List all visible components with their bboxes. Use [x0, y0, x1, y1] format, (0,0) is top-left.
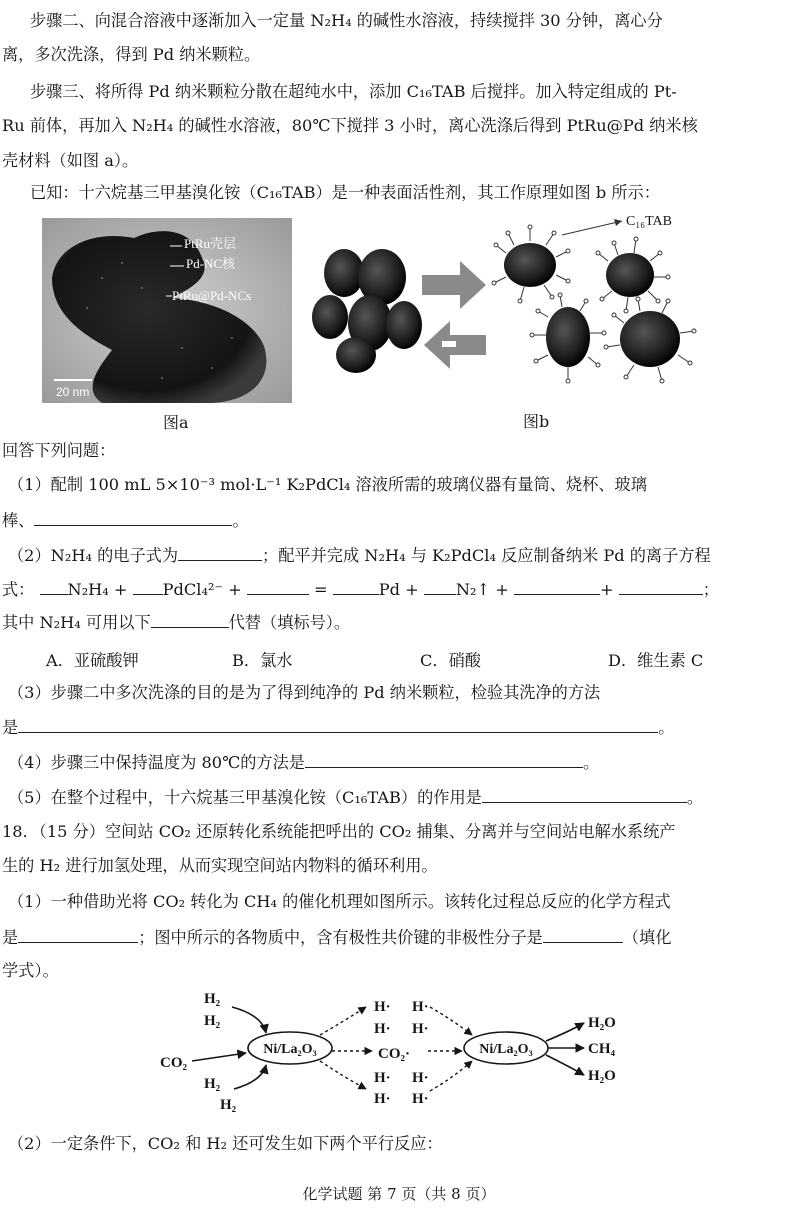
q18-1-molecule-blank[interactable]: [543, 926, 623, 943]
mech-h-radical-bl: H·: [374, 1070, 391, 1086]
q1-line1: （1）配制 100 mL 5×10⁻³ mol·L⁻¹ K₂PdCl₄ 溶液所需的玻璃仪器有量筒、烧杯、玻璃: [8, 475, 647, 494]
q3-answer-blank[interactable]: [18, 716, 658, 733]
mech-h2-top-2: H₂: [204, 1013, 221, 1029]
mech-h2-bot-2: H₂: [220, 1097, 237, 1113]
step3-line1: 步骤三、将所得 Pd 纳米颗粒分散在超纯水中，添加 C₁₆TAB 后搅拌。加入特定组成的 Pt-: [30, 82, 677, 101]
aggregated-particles: [312, 249, 422, 373]
page-footer: 化学试题 第 7 页（共 8 页）: [302, 1185, 496, 1203]
step3-line3: 壳材料（如图 a）。: [2, 151, 139, 170]
q2-coef-n2h4-blank[interactable]: [40, 578, 68, 595]
figure-a-tem-image: [42, 218, 292, 403]
q2-eq-pd: Pd +: [378, 580, 419, 599]
q18-1-equation-blank[interactable]: [18, 926, 138, 943]
mech-co2-radical: CO₂·: [378, 1046, 410, 1062]
mech-h-radical-br: H·: [412, 1070, 429, 1086]
q2-eq-pdcl: PdCl₄²⁻ +: [162, 580, 242, 599]
step2-line2: 离，多次洗涤，得到 Pd 纳米颗粒。: [2, 45, 261, 64]
catalyst-left-label: Ni/La₂O₃: [263, 1042, 317, 1057]
mech-out-h2o-1: H₂O: [588, 1015, 616, 1031]
mech-h-radical-br2: H·: [412, 1091, 429, 1107]
q5-answer-blank[interactable]: [482, 786, 687, 803]
q2-coef-pd-blank[interactable]: [333, 578, 379, 595]
mech-h-radical-tl2: H·: [374, 1021, 391, 1037]
figure-a-scale-bar: 20 nm: [56, 385, 90, 399]
option-b[interactable]: B．氯水: [232, 651, 293, 670]
q2-eq-n2: N₂↑ +: [455, 580, 509, 599]
q1-line2-text: 棒、: [2, 511, 35, 530]
step2-line1: 步骤二、向混合溶液中逐渐加入一定量 N₂H₄ 的碱性水溶液，持续搅拌 30 分钟，离心分: [30, 11, 663, 30]
questions-intro: 回答下列问题：: [2, 441, 116, 460]
q18-1-line2-text-a: 是: [2, 928, 19, 947]
mech-h-radical-tr2: H·: [412, 1021, 429, 1037]
mechanism-diagram: [150, 985, 650, 1115]
q4-answer-blank[interactable]: [305, 751, 583, 768]
dispersed-particles: [492, 225, 696, 383]
figure-b-diagram: [300, 205, 720, 405]
q18-1-line2: [2, 926, 671, 949]
arrow-right-icon: [422, 261, 486, 309]
figure-b-caption: 图b: [523, 412, 550, 431]
mech-h2-bot-1: H₂: [204, 1076, 221, 1092]
q2-coef-n2-blank[interactable]: [424, 578, 456, 595]
q2-line3-text-b: 代替（填标号）。: [228, 613, 351, 632]
q18-2-line: （2）一定条件下，CO₂ 和 H₂ 还可发生如下两个平行反应：: [8, 1134, 443, 1153]
q2-line1: [8, 544, 711, 567]
q3-line2: 是 。: [2, 718, 675, 737]
q2-product2-blank[interactable]: [619, 578, 703, 595]
q2-line3: [2, 611, 350, 634]
figure-a-caption: 图a: [163, 413, 189, 432]
q2-eq-n2h4: N₂H₄ +: [67, 580, 128, 599]
q3-line2-text: 是: [2, 718, 19, 737]
step3-line2: Ru 前体，再加入 N₂H₄ 的碱性水溶液，80℃下搅拌 3 小时，离心洗涤后得到 PtRu@Pd 纳米核: [2, 116, 698, 135]
q18-1-line3: 学式）。: [2, 961, 59, 980]
q18-1-line2-text-b: ；图中所示的各物质中，含有极性共价键的非极性分子是: [138, 928, 543, 947]
catalyst-right-label: Ni/La₂O₃: [479, 1042, 533, 1057]
option-a[interactable]: A．亚硫酸钾: [46, 651, 139, 670]
figure-a-label-shell: PtRu壳层: [184, 236, 237, 251]
q2-substitute-blank[interactable]: [151, 611, 229, 628]
mech-h-radical-tl: H·: [374, 999, 391, 1015]
q5-text: （5）在整个过程中，十六烷基三甲基溴化铵（C₁₆TAB）的作用是: [8, 788, 482, 807]
q2-line1-text-b: ；配平并完成 N₂H₄ 与 K₂PdCl₄ 反应制备纳米 Pd 的离子方程: [262, 546, 711, 565]
q3-line1: （3）步骤二中多次洗涤的目的是为了得到纯净的 Pd 纳米颗粒，检验其洗净的方法: [8, 683, 601, 702]
q2-reactant-blank[interactable]: [247, 578, 309, 595]
q18-line1: 18．（15 分）空间站 CO₂ 还原转化系统能把呼出的 CO₂ 捕集、分离并与空间站电解水系统产: [2, 822, 676, 841]
q2-coef-pdcl-blank[interactable]: [133, 578, 163, 595]
figure-a-label-core: Pd-NC核: [186, 256, 236, 271]
mech-out-h2o-2: H₂O: [588, 1068, 616, 1084]
mech-co2-in: CO₂: [160, 1055, 187, 1071]
q2-eq-equals: =: [314, 580, 328, 599]
q4-line: （4）步骤三中保持温度为 80℃的方法是 。: [8, 753, 600, 772]
q2-eq-end: ；: [702, 580, 719, 599]
figure-b-label-c16tab: C₁₆TAB: [626, 214, 672, 229]
q1-answer-blank[interactable]: [34, 509, 232, 526]
q1-line2: 棒、 。: [2, 511, 249, 530]
q2-line2-text: 式：: [2, 580, 35, 599]
mech-out-ch4: CH₄: [588, 1041, 615, 1057]
figure-a-label-ncs: PtRu@Pd-NCs: [172, 288, 252, 303]
q4-text: （4）步骤三中保持温度为 80℃的方法是: [8, 753, 305, 772]
known-line: 已知：十六烷基三甲基溴化铵（C₁₆TAB）是一种表面活性剂，其工作原理如图 b 所示：: [30, 183, 660, 202]
option-c[interactable]: C．硝酸: [420, 651, 481, 670]
q18-1-line2-text-c: （填化: [622, 928, 672, 947]
q2-product1-blank[interactable]: [514, 578, 600, 595]
q2-eq-plus: +: [599, 580, 614, 599]
q2-electron-formula-blank[interactable]: [178, 544, 262, 561]
mech-h2-top-1: H₂: [204, 991, 221, 1007]
q2-line1-text-a: （2）N₂H₄ 的电子式为: [8, 546, 179, 565]
q5-line: （5）在整个过程中，十六烷基三甲基溴化铵（C₁₆TAB）的作用是 。: [8, 788, 704, 807]
q18-line2: 生的 H₂ 进行加氢处理，从而实现空间站内物料的循环利用。: [2, 856, 438, 875]
q2-equation-line: [2, 578, 719, 601]
q2-line3-text-a: 其中 N₂H₄ 可用以下: [2, 613, 151, 632]
mech-h-radical-bl2: H·: [374, 1091, 391, 1107]
q18-1-line1: （1）一种借助光将 CO₂ 转化为 CH₄ 的催化机理如图所示。该转化过程总反应的化学方程式: [8, 892, 671, 911]
mech-h-radical-tr: H·: [412, 999, 429, 1015]
option-d[interactable]: D．维生素 C: [608, 651, 704, 670]
